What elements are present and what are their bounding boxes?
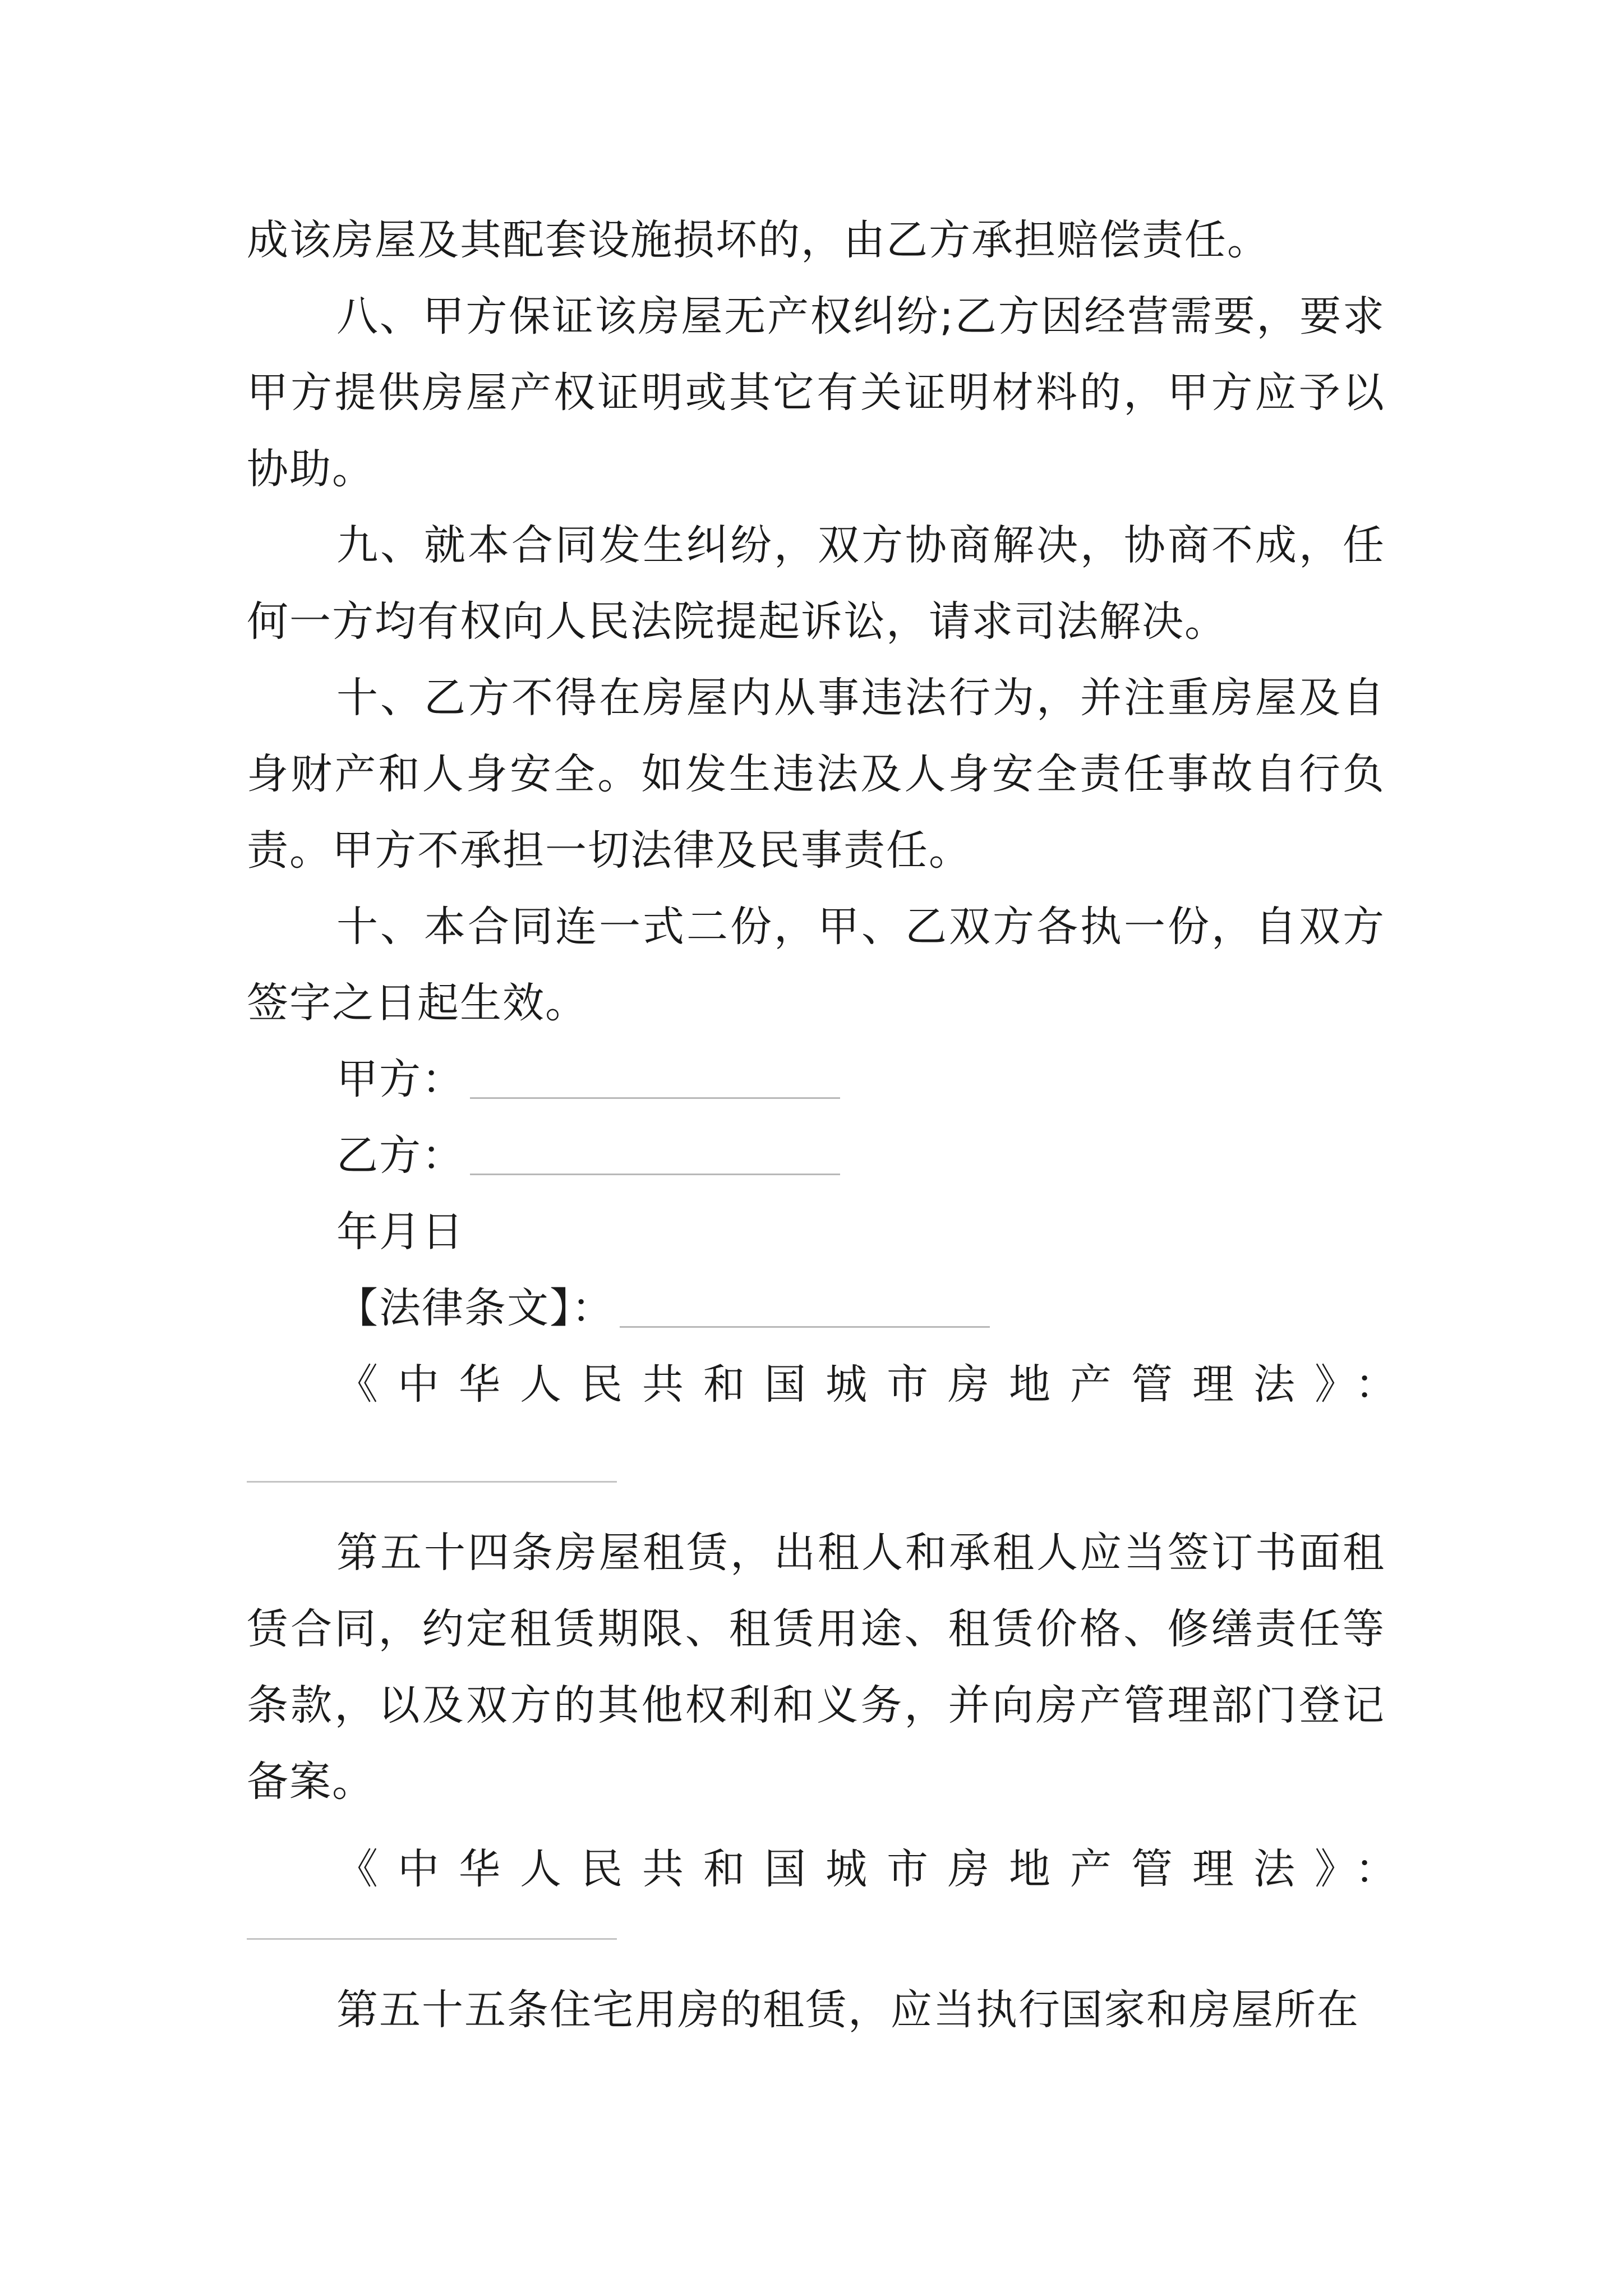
party-b-blank bbox=[470, 1137, 840, 1175]
separator-line-1 bbox=[247, 1481, 617, 1483]
law-title-1: 《中华人民共和国城市房地产管理法》： bbox=[336, 1360, 1416, 1409]
article-55: 第五十五条住宅用房的租赁，应当执行国家和房屋所在 bbox=[336, 1986, 1359, 2034]
article-54: 第五十四条房屋租赁，出租人和承租人应当签订书面租赁合同，约定租赁期限、租赁用途、租赁价格、修缮责任等条款，以及双方的其他权利和义务，并向房产管理部门登记备案。 bbox=[247, 1529, 1385, 1806]
clause-10-copies: 十、本合同连一式二份，甲、乙双方各执一份，自双方签字之日起生效。 bbox=[247, 903, 1385, 1027]
law-heading: 【法律条文】： bbox=[336, 1284, 614, 1332]
party-a-label: 甲方： bbox=[336, 1055, 464, 1103]
clause-8: 八、甲方保证该房屋无产权纠纷;乙方因经营需要，要求甲方提供房屋产权证明或其它有关证明材料的，甲方应予以协助。 bbox=[247, 292, 1385, 493]
party-b-signature-line bbox=[247, 1117, 1385, 1194]
party-a-blank bbox=[470, 1060, 840, 1099]
clause-9: 九、就本合同发生纠纷，双方协商解决，协商不成，任何一方均有权向人民法院提起诉讼，请求司法解决。 bbox=[247, 521, 1385, 646]
clause-10-conduct: 十、乙方不得在房屋内从事违法行为，并注重房屋及自身财产和人身安全。如发生违法及人身安全责任事故自行负责。甲方不承担一切法律及民事责任。 bbox=[247, 674, 1385, 875]
party-a-signature-line bbox=[247, 1041, 1385, 1117]
article-54-block bbox=[247, 1515, 1416, 1907]
contract-clauses bbox=[247, 202, 1416, 1423]
law-heading-blank bbox=[620, 1289, 990, 1328]
law-heading-line bbox=[247, 1270, 1385, 1346]
law-title-2: 《中华人民共和国城市房地产管理法》： bbox=[336, 1845, 1416, 1893]
article-55-block bbox=[247, 1972, 1385, 2048]
date-line: 年月日 bbox=[336, 1208, 464, 1256]
clause-7-tail: 成该房屋及其配套设施损坏的，由乙方承担赔偿责任。 bbox=[247, 216, 1270, 264]
separator-line-2 bbox=[247, 1938, 617, 1940]
party-b-label: 乙方： bbox=[336, 1131, 464, 1180]
